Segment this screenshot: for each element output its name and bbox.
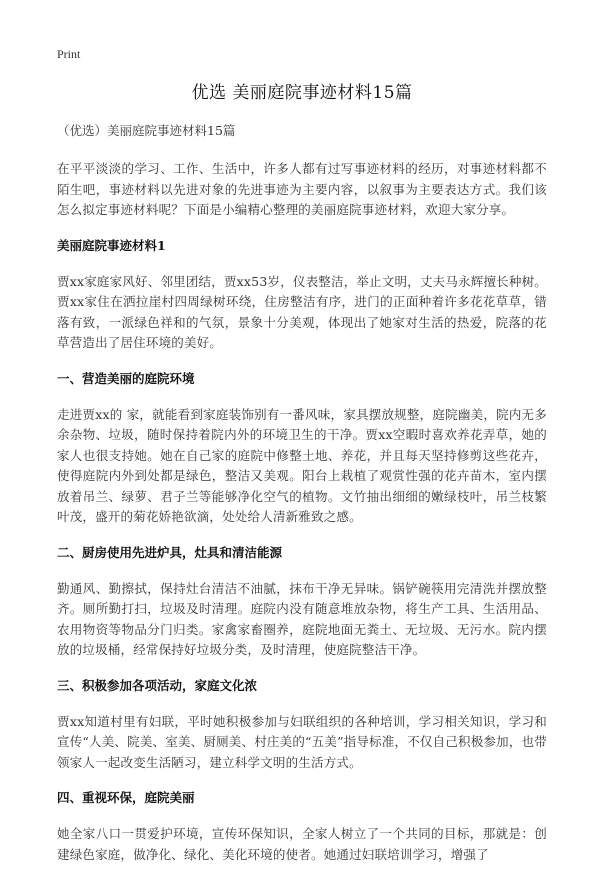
document-body: [57, 78, 547, 880]
section-heading-environmental: 四、重视环保，庭院美丽: [57, 790, 195, 805]
section-paragraph-courtyard-environment: 走进贾xx的 家，就能看到家庭装饰别有一番风味，家具摆放规整，庭院幽美，院内无多余杂物、垃圾，随时保持着院内外的环境卫生的干净。贾xx空暇时喜欢养花弄草，她的家人也很支持她。她在自己家的庭院中修整土地、养花，并且每天坚持修剪这些花卉，使得庭院内外到处都是绿色，整洁又美观。阳台上栽植了观赏性强的花卉苗木，室内摆放着吊兰、绿萝、君子兰等能够净化空气的植物。文竹抽出细细的嫩绿枝叶，吊兰枝繁叶茂，盛开的菊花娇艳欲滴，处处给人清新雅致之感。: [57, 406, 547, 524]
section-heading-kitchen: 二、厨房使用先进炉具，灶具和清洁能源: [57, 544, 283, 560]
intro-paragraph: 在平平淡淡的学习、工作、生活中，许多人都有过写事迹材料的经历，对事迹材料都不陌生吧，事迹材料以先进对象的先进事迹为主要内容，以叙事为主要表达方式。我们该怎么拟定事迹材料呢？下面是小编精心整理的美丽庭院事迹材料，欢迎大家分享。: [57, 161, 547, 217]
section-heading-activities: 三、积极参加各项活动，家庭文化浓: [57, 677, 258, 693]
section-paragraph-kitchen: 勤通风、勤擦拭，保持灶台清洁不油腻，抹布干净无异味。锅铲碗筷用完清洗并摆放整齐。厕所勤打扫，垃圾及时清理。庭院内没有随意堆放杂物，将生产工具、生活用品、农用物资等物品分门归类。家禽家畜圈养，庭院地面无粪土、无垃圾、无污水。院内摆放的垃圾桶，经常保持好垃圾分类，及时清理，使庭院整洁干净。: [57, 580, 547, 657]
section-paragraph-environmental: 她全家八口一贯爱护环境，宣传环保知识，全家人树立了一个共同的目标，那就是：创建绿色家庭，做净化、绿化、美化环境的使者。她通过妇联培训学习，增强了: [57, 826, 547, 862]
document-subtitle: （优选）美丽庭院事迹材料15篇: [57, 123, 236, 138]
section-paragraph-material-1: 贾xx家庭家风好、邻里团结，贾xx53岁，仪表整洁，举止文明，丈夫马永辉擅长种树。贾xx家住在洒拉崖村四周绿树环绕，住房整洁有序，进门的正面种着许多花花草草，错落有致，一派绿色祥和的气氛，景象十分美观，体现出了她家对生活的热爱，院落的花草营造出了居住环境的美好。: [57, 273, 547, 350]
section-heading-courtyard-environment: 一、营造美丽的庭院环境: [57, 370, 195, 386]
print-label[interactable]: Print: [57, 47, 81, 61]
page-title: 优选 美丽庭院事迹材料15篇: [191, 83, 413, 103]
section-heading-material-1: 美丽庭院事迹材料1: [57, 237, 166, 253]
section-paragraph-activities: 贾xx知道村里有妇联，平时她积极参加与妇联组织的各种培训，学习相关知识，学习和宣传“人美、院美、室美、厨厕美、村庄美的“五美”指导标准，不仅自己积极参加，也带领家人一起改变生活陋习，建立科学文明的生活方式。: [57, 713, 547, 770]
